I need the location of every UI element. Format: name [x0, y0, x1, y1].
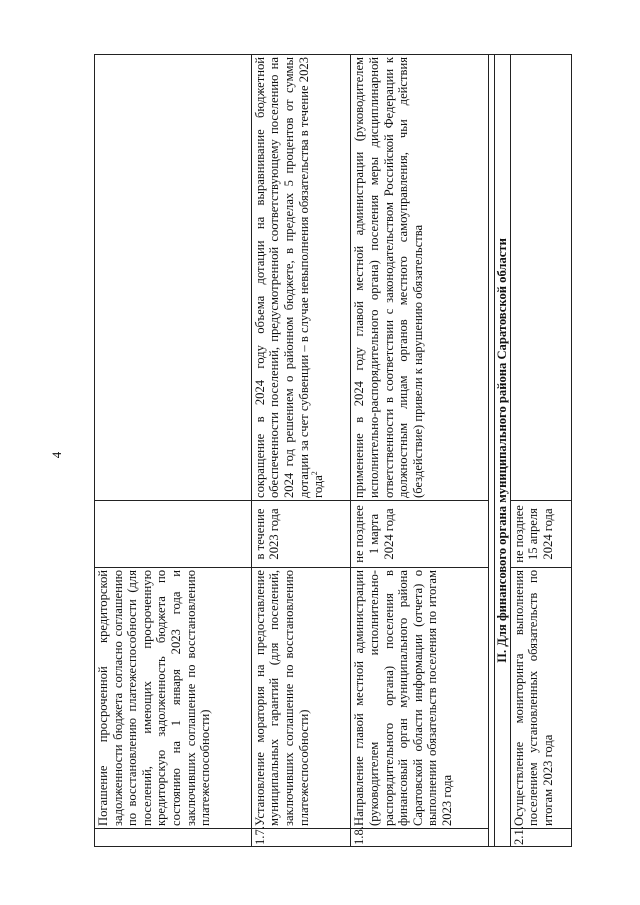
- measure-cell: Установление моратория на предоставление муниципальных гарантий (для поселений, заключивших соглашение по восстановлению платежеспособности): [251, 568, 351, 829]
- table-row: [95, 55, 252, 847]
- row-number: 1.8.: [351, 829, 489, 847]
- deadline-cell: в течение 2023 года: [251, 501, 351, 568]
- measure-cell: Направление главой местной администрации (руководителем исполнительно-распорядительного органа) поселения в финансовый орган муниципального района Саратовской области информации (отчета) о выполнении обязательств поселения по итогам 2023 года: [351, 568, 489, 829]
- page-number: 4: [49, 451, 64, 459]
- row-number: 1.7.: [251, 829, 351, 847]
- consequence-cell: [251, 55, 351, 501]
- deadline-cell: [95, 501, 252, 568]
- rotated-table-container: [94, 55, 572, 847]
- obligations-table: [94, 54, 572, 847]
- consequence-cell: применение в 2024 году главой местной администрации (руководителем исполнительно-распорядительного органа) поселения меры дисциплинарной ответственности в соответствии с законодательством Российской Федерации к должностным лицам органов местного самоуправления, чьи действия (бездействие) привели к нарушению обязательства: [351, 55, 489, 501]
- table-row: [351, 55, 489, 847]
- table-row: [251, 55, 351, 847]
- consequence-text: сокращение в 2024 году объема дотации на выравнивание бюджетной обеспеченности поселений, предусмотренной соответствующему поселению на 2024 год решением о районном бюджете, в пределах 5 процентов от суммы дотации за счет субвенции – в случае невыполнения обязательства в течение 2023 года: [252, 57, 326, 498]
- measure-cell: Погашение просроченной кредиторской задолженности бюджета согласно соглашению по восстановлению платежеспособности (для поселений, имеющих просроченную кредиторскую задолженность бюджета по состоянию на 1 января 2023 года и заключивших соглашение по восстановлению платежеспособности): [95, 568, 252, 829]
- consequence-cell: [95, 55, 252, 501]
- footnote-mark: 2: [310, 471, 320, 476]
- table-row: [510, 55, 571, 847]
- row-number: [95, 829, 252, 847]
- consequence-cell: [510, 55, 571, 501]
- row-number: 2.1.: [510, 829, 571, 847]
- section-header-row: [495, 55, 511, 847]
- measure-cell: Осуществление мониторинга выполнения поселением установленных обязательств по итогам 2023 года: [510, 568, 571, 829]
- section-title: II. Для финансового органа муниципального района Саратовской области: [495, 55, 511, 847]
- deadline-cell: не позднее 1 марта 2024 года: [351, 501, 489, 568]
- deadline-cell: не позднее 15 апреля 2024 года: [510, 501, 571, 568]
